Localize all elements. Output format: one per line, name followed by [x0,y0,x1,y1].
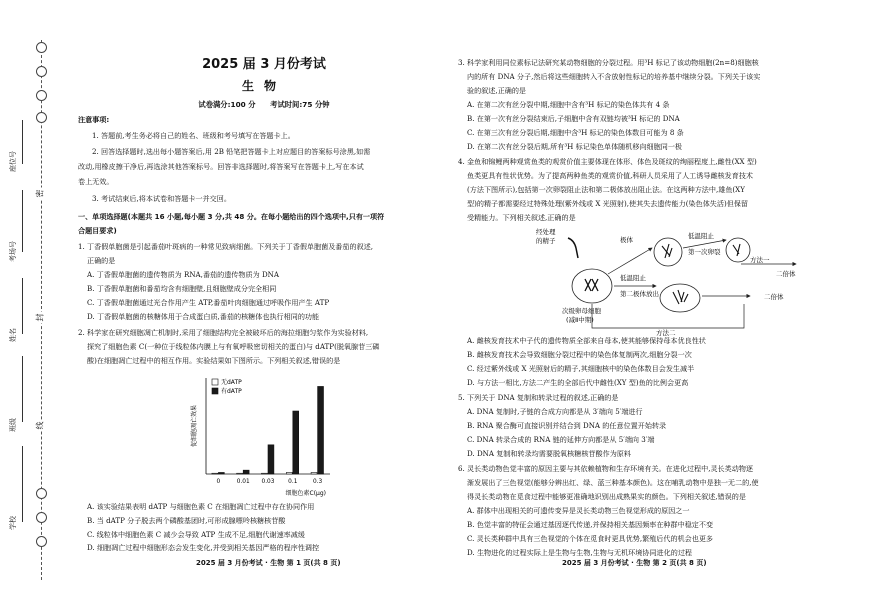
x-tick-label: 0.03 [261,479,275,485]
bar-no-datp [262,473,268,474]
label-method1-block: 低温阻止 [688,232,714,240]
q6-option-a[interactable]: A. 群体中出现相关的可遗传变异是灵长类动物三色视觉形成的原因之一 [467,506,690,515]
q5-option-a[interactable]: A. DNA 复制时,子链的合成方向都是从 3′端向 5′端进行 [467,407,643,416]
binding-hole [36,512,47,523]
y-axis-label: 促细胞凋亡效果 [191,404,198,448]
exam-title: 2025 届 3 月份考试 [202,57,326,72]
notice-heading: 注意事项: [78,115,110,124]
section-heading: 一、单项选择题(本题共 16 小题,每小题 3 分,共 48 分。在每小题给出的四个选项中,只有一项符 [78,212,385,221]
bar-with-datp [218,472,224,474]
label-method2: 方法二 [656,329,676,336]
legend-label: 有dATP [221,388,242,395]
bar-with-datp [318,386,324,474]
page-footer-left: 2025 届 3 月份考试 · 生物 第 1 页(共 8 页) [196,559,341,567]
q4-option-b[interactable]: B. 雌核发育技术会导致细胞分裂过程中的染色体复制两次,细胞分裂一次 [467,350,692,359]
x-tick-label: 0.1 [288,479,298,485]
label-meiosis: (减Ⅱ中期) [566,316,594,324]
legend-swatch [212,388,218,394]
q2-stem: 酸)在细胞凋亡过程中的相互作用。实验结果如下图所示。下列相关叙述,错误的是 [87,356,341,365]
oocyte-cell [572,269,612,303]
q6-option-b[interactable]: B. 色觉丰富的特征会通过基因逐代传递,并保持相关基因频率在种群中稳定不变 [467,520,714,529]
zygote-cell-1 [654,238,682,266]
duration: 考试时间:75 分钟 [270,100,330,109]
label-treated-sperm-2: 的精子 [536,237,556,245]
seat-number-line [22,120,23,164]
x-tick-label: 0.01 [236,479,250,485]
binding-hole [36,90,47,101]
q3-option-d[interactable]: D. 在第二次有丝分裂后期,所有³H 标记染色单体随机移向细胞同一极 [467,142,683,151]
q2-option-c[interactable]: C. 线粒体中细胞色素 C 减少会导致 ATP 生成不足,细胞代谢速率减缓 [87,530,305,539]
exam-room-line [22,190,23,252]
label-method1: 方法一 [750,256,770,264]
q1-option-c[interactable]: C. 丁香假单胞菌通过光合作用产生 ATP,番茄叶肉细胞通过呼吸作用产生 ATP [87,298,330,307]
notice-line: 2. 回答选择题时,选出每小题答案后,用 2B 铅笔把答题卡上对应题目的答案标号涂黑,如需 [92,147,371,156]
q3-option-b[interactable]: B. 在第一次有丝分裂结束后,子细胞中含有双链均被³H 标记的 DNA [467,114,680,123]
x-tick-label: 0.3 [312,479,323,485]
binding-hole [36,488,47,499]
bar-no-datp [237,473,243,474]
q4-stem: 受精能力。下列相关叙述,正确的是 [467,213,576,222]
label-method2-block: 低温阻止 [620,274,646,282]
notice-line: 改动,用橡皮擦干净后,再选涂其他答案标号。回答非选择题时,将答案写在答题卡上,写在本试 [78,162,364,171]
q2-option-d[interactable]: D. 细胞凋亡过程中细胞形态会发生变化,并受到相关基因严格的程序性调控 [87,543,320,552]
q2-option-a[interactable]: A. 该实验结果表明 dATP 与细胞色素 C 在细胞凋亡过程中存在协同作用 [87,502,315,511]
q3-option-a[interactable]: A. 在第二次有丝分裂中期,细胞中含有³H 标记的染色体共有 4 条 [467,100,670,109]
class-line [22,356,23,422]
q2-stem: 探究了细胞色素 C(一种位于线粒体内膜上与有氧呼吸密切相关的蛋白)与 dATP(脱氧腺苷三磷 [87,342,380,351]
seal-word-xian: 线 [35,421,45,430]
bar-with-datp [268,445,274,474]
zygote-cell-2 [660,284,700,312]
q4-stem: 4. 金鱼和锦鲤两种观赏鱼类的观赏价值主要体现在体形、体色及斑纹的绚丽程度上,雌性(XX 型) [458,157,757,166]
arrow [683,240,726,248]
name-line [22,278,23,334]
seal-word-mi: 密 [35,189,45,198]
q4-stem: (方法下图所示),包括第一次卵裂阻止法和第二极体放出阻止法。在这两种方法中,雄鱼(XY [467,185,745,194]
q6-option-c[interactable]: C. 灵长类种群中具有三色视觉的个体在觅食时更具优势,繁殖后代的机会也更多 [467,534,714,543]
q1-option-d[interactable]: D. 丁香假单胞菌的核糖体用于合成蛋白质,番茄的核糖体也执行相同的功能 [87,312,320,321]
bar-with-datp [243,470,249,474]
q1-option-a[interactable]: A. 丁香假单胞菌的遗传物质为 RNA,番茄的遗传物质为 DNA [87,270,279,279]
binding-hole [36,112,47,123]
bar-with-datp [293,411,299,474]
sperm-icon [568,238,578,258]
x-axis-label: 细胞色素C(μg) [285,490,326,497]
full-score: 试卷满分:100 分 [198,100,256,109]
q6-stem: 得灵长类动物在觅食过程中能够更准确地识别出成熟果实的颜色。下列相关叙述,错误的是 [467,492,746,501]
section-heading: 合题目要求) [78,226,117,235]
bar-no-datp [311,472,317,474]
q2-option-b[interactable]: B. 当 dATP 分子脱去两个磷酸基团时,可形成腺嘌呤核糖核苷酸 [87,516,286,525]
q5-option-b[interactable]: B. RNA 聚合酶可直接识别并结合到 DNA 的任意位置开始转录 [467,421,667,430]
q5-option-d[interactable]: D. DNA 复制和转录均需要脱氧核糖核苷酸作为原料 [467,449,631,458]
label-diploid-2: 二倍体 [764,293,784,301]
bar-no-datp [212,473,218,474]
subject-title: 生物 [241,79,286,93]
label-method2-polar: 第二极体放出 [620,290,659,298]
q5-stem: 5. 下列关于 DNA 复制和转录过程的叙述,正确的是 [458,393,619,402]
q4-stem: 型)的精子都需要经过特殊处理(紫外线或 X 光照射),使其失去遗传能力(染色体失活)但保留 [467,199,749,208]
notice-line: 卷上无效。 [78,177,114,186]
arrow [608,248,652,274]
q1-option-b[interactable]: B. 丁香假单胞菌和番茄均含有细胞壁,且细胞壁成分完全相同 [87,284,277,293]
page-footer-right: 2025 届 3 月份考试 · 生物 第 2 页(共 8 页) [562,559,707,567]
binding-hole [36,66,47,77]
q1-stem: 正确的是 [87,256,116,265]
q3-option-c[interactable]: C. 在第三次有丝分裂后期,细胞中含³H 标记的染色体数目可能为 8 条 [467,128,684,137]
q4-option-d[interactable]: D. 与方法一相比,方法二产生的全部后代中雌性(XY 型)鱼的比例会更高 [467,378,689,387]
q3-stem: 3. 科学家利用同位素标记法研究某动物细胞的分裂过程。用³H 标记了该动物细胞(2n=8)细胞核 [458,58,759,67]
q3-stem: 内的所有 DNA 分子,然后将这些细胞转入不含放射性标记的培养基中继续分裂。下列关于该实 [467,72,761,81]
q3-stem: 验的叙述,正确的是 [467,86,527,95]
exam-meta [78,98,450,111]
bar-chart [170,368,350,500]
notice-line: 3. 考试结束后,将本试卷和答题卡一并交回。 [92,194,231,203]
q6-option-d[interactable]: D. 生物进化的过程实际上是生物与生物,生物与无机环境协同进化的过程 [467,548,693,557]
notice-line: 1. 答题前,考生务必将自己的姓名、班级和考号填写在答题卡上。 [92,131,295,140]
q4-option-c[interactable]: C. 经过紫外线或 X 光照射后的精子,其细胞核中的染色体数目会发生减半 [467,364,695,373]
label-polar-body: 极体 [620,236,633,244]
q6-stem: 渐发展出了三色视觉(能够分辨出红、绿、蓝三种基本颜色)。这在哺乳动物中是独一无二的,使 [467,478,759,487]
legend-swatch [212,379,218,385]
q6-stem: 6. 灵长类动物色觉丰富的原因主要与其依赖植物和生存环境有关。在进化过程中,灵长类动物逐 [458,464,754,473]
gynogenesis-diagram [528,224,828,336]
x-tick-label: 0 [216,479,221,485]
label-method1-cleavage: 第一次卵裂 [688,248,721,256]
label-oocyte: 次级卵母细胞 [562,307,601,315]
label-treated-sperm-1: 经处理 [536,228,556,236]
binding-hole [36,536,47,547]
binding-hole [36,42,47,53]
binding-margin: 密 封 线 座位号 考场号 姓名 班级 学校 [0,0,58,599]
q1-stem: 1. 丁香假单胞菌是引起番茄叶斑病的一种常见致病细菌。下列关于丁香假单胞菌及番茄的叙述, [78,242,374,251]
school-line [22,446,23,522]
q2-stem: 2. 科学家在研究细胞凋亡机制时,采用了细胞结构完全被破坏后的海拉细胞匀浆作为实验材料, [78,328,369,337]
q4-stem: 鱼类更具有性状优势。为了提高两种鱼类的观赏价值,科研人员采用了人工诱导雌核发育技术 [467,171,754,180]
bar-no-datp [286,472,292,474]
label-diploid-1: 二倍体 [776,270,796,278]
q4-option-a[interactable]: A. 雌核发育技术中子代的遗传物质全部来自母本,使其能够保持母本优良性状 [467,336,706,345]
q5-option-c[interactable]: C. DNA 转录合成的 RNA 链的延伸方向都是从 5′端向 3′端 [467,435,655,444]
seal-word-feng: 封 [35,313,45,322]
legend-label: 无dATP [221,379,242,386]
